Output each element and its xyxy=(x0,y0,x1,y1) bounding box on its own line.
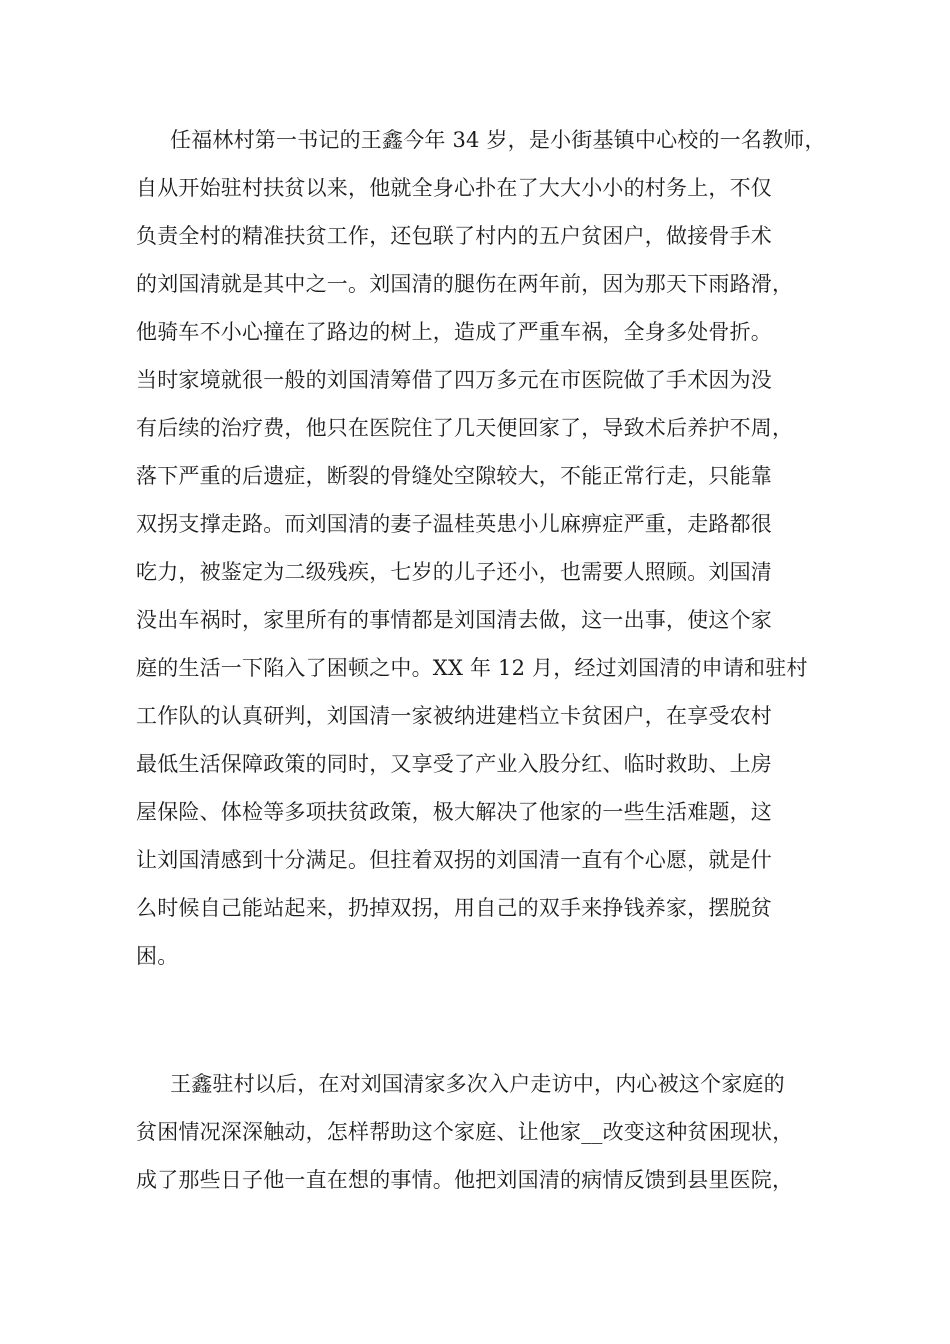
text-line: 负责全村的精准扶贫工作，还包联了村内的五户贫困户，做接骨手术 xyxy=(136,224,772,248)
text-line: 贫困情况深深触动，怎样帮助这个家庭、让他家__改变这种贫困现状， xyxy=(136,1120,794,1144)
text-line: 双拐支撑走路。而刘国清的妻子温桂英患小儿麻痹症严重，走路都很 xyxy=(136,512,772,536)
paragraph-2 xyxy=(136,1060,836,1204)
text-line: 自从开始驻村扶贫以来，他就全身心扑在了大大小小的村务上，不仅 xyxy=(136,176,772,200)
text-line: 么时候自己能站起来，扔掉双拐，用自己的双手来挣钱养家，摆脱贫 xyxy=(136,896,772,920)
text-line: 成了那些日子他一直在想的事情。他把刘国清的病情反馈到县里医院， xyxy=(136,1168,794,1192)
paragraph-1 xyxy=(136,116,836,980)
text-line: 任福林村第一书记的王鑫今年 34 岁，是小街基镇中心校的一名教师， xyxy=(170,128,826,152)
text-line: 没出车祸时，家里所有的事情都是刘国清去做，这一出事，使这个家 xyxy=(136,608,772,632)
text-line: 工作队的认真研判，刘国清一家被纳进建档立卡贫困户，在享受农村 xyxy=(136,704,772,728)
text-line: 困。 xyxy=(136,944,179,968)
text-line: 最低生活保障政策的同时，又享受了产业入股分红、临时救助、上房 xyxy=(136,752,772,776)
text-line: 他骑车不小心撞在了路边的树上，造成了严重车祸，全身多处骨折。 xyxy=(136,320,772,344)
text-line: 落下严重的后遗症，断裂的骨缝处空隙较大，不能正常行走，只能靠 xyxy=(136,464,772,488)
text-line: 让刘国清感到十分满足。但拄着双拐的刘国清一直有个心愿，就是什 xyxy=(136,848,772,872)
text-line: 庭的生活一下陷入了困顿之中。XX 年 12 月，经过刘国清的申请和驻村 xyxy=(136,656,808,680)
text-line: 吃力，被鉴定为二级残疾，七岁的儿子还小，也需要人照顾。刘国清 xyxy=(136,560,772,584)
text-line: 屋保险、体检等多项扶贫政策，极大解决了他家的一些生活难题，这 xyxy=(136,800,772,824)
text-line: 的刘国清就是其中之一。刘国清的腿伤在两年前，因为那天下雨路滑， xyxy=(136,272,794,296)
text-line: 有后续的治疗费，他只在医院住了几天便回家了，导致术后养护不周， xyxy=(136,416,794,440)
text-line: 王鑫驻村以后，在对刘国清家多次入户走访中，内心被这个家庭的 xyxy=(170,1072,785,1096)
text-line: 当时家境就很一般的刘国清筹借了四万多元在市医院做了手术因为没 xyxy=(136,368,772,392)
